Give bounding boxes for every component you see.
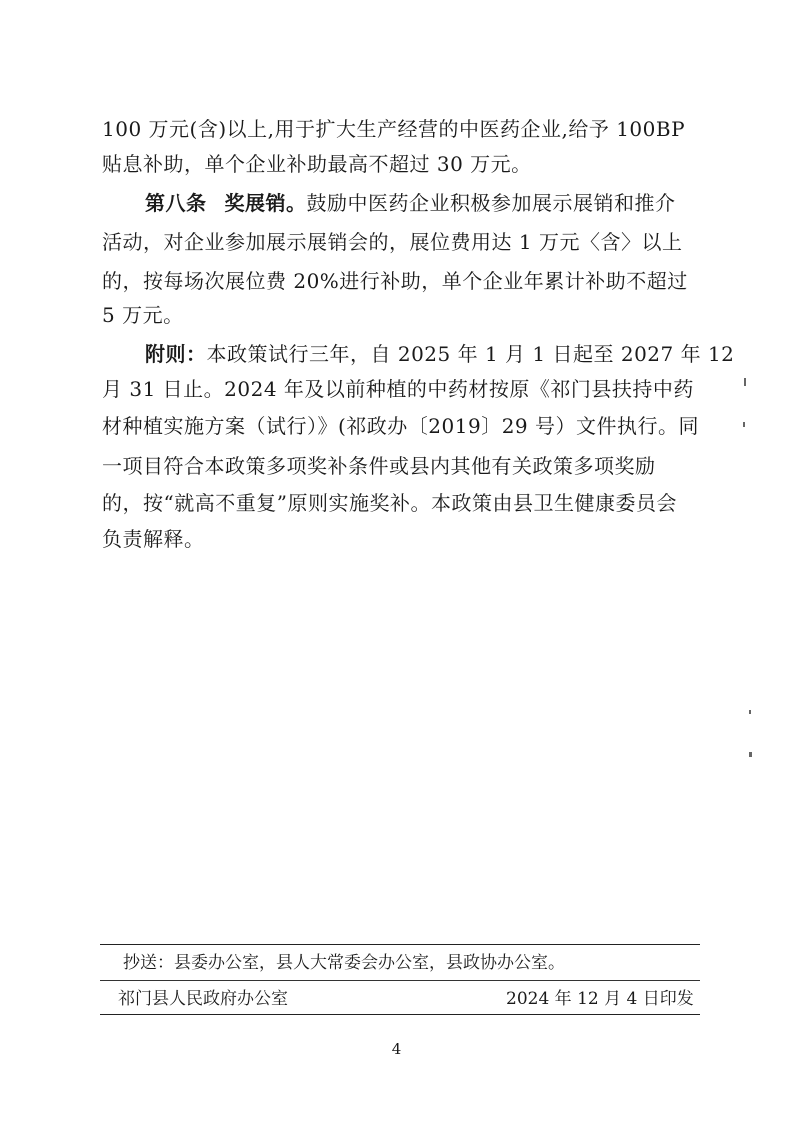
- body-line: 活动，对企业参加展示展销会的，展位费用达 1 万元〈含〉以上: [102, 230, 683, 254]
- issuing-office: 祁门县人民政府办公室: [118, 989, 288, 1009]
- article-8-text: 鼓励中医药企业积极参加展示展销和推介: [306, 191, 676, 215]
- article-8-first-line: [145, 188, 702, 218]
- scan-mark: [743, 422, 745, 427]
- cc-line: 抄送：县委办公室，县人大常委会办公室，县政协办公室。: [123, 953, 565, 973]
- body-line: 负责解释。: [102, 527, 205, 551]
- body-line: 贴息补助，单个企业补助最高不超过 30 万元。: [102, 152, 532, 176]
- article-8-title: 奖展销。: [224, 191, 307, 215]
- scan-mark: [749, 752, 752, 757]
- appendix-text: 本政策试行三年，自 2025 年 1 月 1 日起至 2027 年 12: [206, 342, 735, 366]
- body-line: 的，按“就高不重复”原则实施奖补。本政策由县卫生健康委员会: [102, 491, 677, 515]
- scan-mark: [744, 378, 746, 386]
- page-number: 4: [391, 1040, 402, 1058]
- body-line: 5 万元。: [102, 303, 184, 327]
- body-line: 100 万元(含)以上,用于扩大生产经营的中医药企业,给予 100BP: [102, 117, 686, 141]
- body-line: 的，按每场次展位费 20%进行补助，单个企业年累计补助不超过: [102, 269, 688, 293]
- footer-top-rule: [100, 944, 700, 945]
- appendix-first-line: [145, 339, 735, 369]
- appendix-heading: 附则：: [145, 342, 207, 366]
- body-line: 一项目符合本政策多项奖补条件或县内其他有关政策多项奖励: [102, 454, 656, 478]
- body-line: 月 31 日止。2024 年及以前种植的中药材按原《祁门县扶持中药: [102, 377, 694, 401]
- article-8-heading: 第八条: [145, 191, 207, 215]
- footer-middle-rule: [100, 980, 700, 981]
- scan-mark: [749, 710, 751, 714]
- body-line: 材种植实施方案（试行）》(祁政办〔2019〕29 号）文件执行。同: [102, 414, 700, 438]
- issue-date: 2024 年 12 月 4 日印发: [506, 989, 694, 1009]
- footer-bottom-rule: [100, 1014, 700, 1015]
